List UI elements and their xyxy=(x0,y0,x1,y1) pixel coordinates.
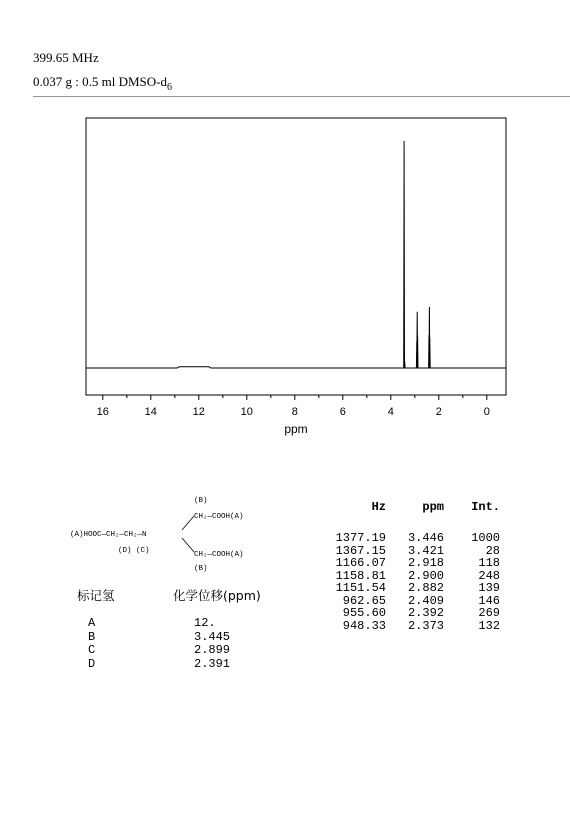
structure-bond-up xyxy=(182,516,194,530)
x-tick-label: 14 xyxy=(144,406,157,418)
x-axis-label: ppm xyxy=(284,422,308,436)
sample-subscript: 6 xyxy=(166,82,172,93)
table-row xyxy=(88,631,230,645)
table-row xyxy=(320,532,500,545)
cell-hz: 1158.81 xyxy=(335,568,386,583)
peak-table-header xyxy=(320,500,500,532)
cell-ppm: 2.409 xyxy=(407,593,444,608)
structure-ch2-bottom: CH₂—COOH(A) xyxy=(194,551,244,559)
table-row xyxy=(88,617,230,631)
x-tick-label: 10 xyxy=(240,406,253,418)
structure-left-chain: (A)HOOC—CH₂—CH₂—N xyxy=(70,531,147,539)
structure-label-b-bottom: (B) xyxy=(194,565,208,573)
x-tick-label: 6 xyxy=(339,406,346,418)
cell-int: 28 xyxy=(485,543,500,558)
cell-ppm: 3.446 xyxy=(407,531,444,545)
cell-int: 146 xyxy=(478,593,500,608)
assignment-header-label: 标记氢 xyxy=(77,588,115,603)
molecular-structure xyxy=(0,0,300,580)
cell-hz: 948.33 xyxy=(342,618,386,633)
assignment-shift: 12. xyxy=(194,616,216,630)
cell-hz: 1166.07 xyxy=(335,556,386,570)
x-tick-label: 0 xyxy=(483,406,490,418)
table-row xyxy=(320,557,500,570)
x-tick-label: 16 xyxy=(96,406,109,418)
x-tick-label: 12 xyxy=(192,406,205,418)
structure-bond-down xyxy=(182,538,194,552)
table-row xyxy=(88,658,230,672)
peak-table xyxy=(320,500,500,632)
cell-int: 139 xyxy=(478,581,500,595)
cell-hz: 955.60 xyxy=(342,606,386,620)
cell-ppm: 2.373 xyxy=(407,618,444,633)
table-row xyxy=(320,582,500,595)
sample-text: 0.037 g : 0.5 ml DMSO-d xyxy=(33,74,167,89)
structure-label-b-top: (B) xyxy=(194,497,208,505)
assignment-shift: 2.899 xyxy=(194,643,231,657)
cell-int: 132 xyxy=(478,618,500,633)
assignment-shift: 2.391 xyxy=(194,656,231,671)
col-int: Int. xyxy=(471,500,500,514)
assignment-label: C xyxy=(88,643,96,657)
cell-int: 248 xyxy=(478,568,500,583)
assignment-label: A xyxy=(88,616,96,630)
structure-ch2-top: CH₂—COOH(A) xyxy=(194,513,244,521)
assignment-label: B xyxy=(88,629,96,644)
table-row xyxy=(320,607,500,620)
col-ppm: ppm xyxy=(422,500,444,514)
table-row xyxy=(88,644,230,658)
col-hz: Hz xyxy=(371,500,386,514)
structure-label-dc: (D) (C) xyxy=(118,547,150,555)
x-tick-label: 2 xyxy=(435,406,442,418)
cell-hz: 962.65 xyxy=(342,593,386,608)
x-tick-label: 4 xyxy=(387,406,394,418)
cell-int: 269 xyxy=(478,606,500,620)
spectrometer-frequency: 399.65 MHz xyxy=(33,50,99,65)
cell-hz: 1367.15 xyxy=(335,543,386,558)
cell-ppm: 2.882 xyxy=(407,581,444,595)
assignment-shift: 3.445 xyxy=(194,629,231,644)
x-tick-label: 8 xyxy=(291,406,298,418)
cell-int: 118 xyxy=(478,556,500,570)
cell-hz: 1377.19 xyxy=(335,531,386,545)
assignment-label: D xyxy=(88,656,96,671)
cell-ppm: 2.918 xyxy=(407,556,444,570)
cell-ppm: 3.421 xyxy=(407,543,444,558)
cell-ppm: 2.900 xyxy=(407,568,444,583)
cell-int: 1000 xyxy=(471,531,500,545)
assignment-table xyxy=(88,617,230,671)
table-row xyxy=(320,620,500,633)
cell-hz: 1151.54 xyxy=(335,581,386,595)
assignment-header-shift: 化学位移(ppm) xyxy=(173,588,261,603)
cell-ppm: 2.392 xyxy=(407,606,444,620)
